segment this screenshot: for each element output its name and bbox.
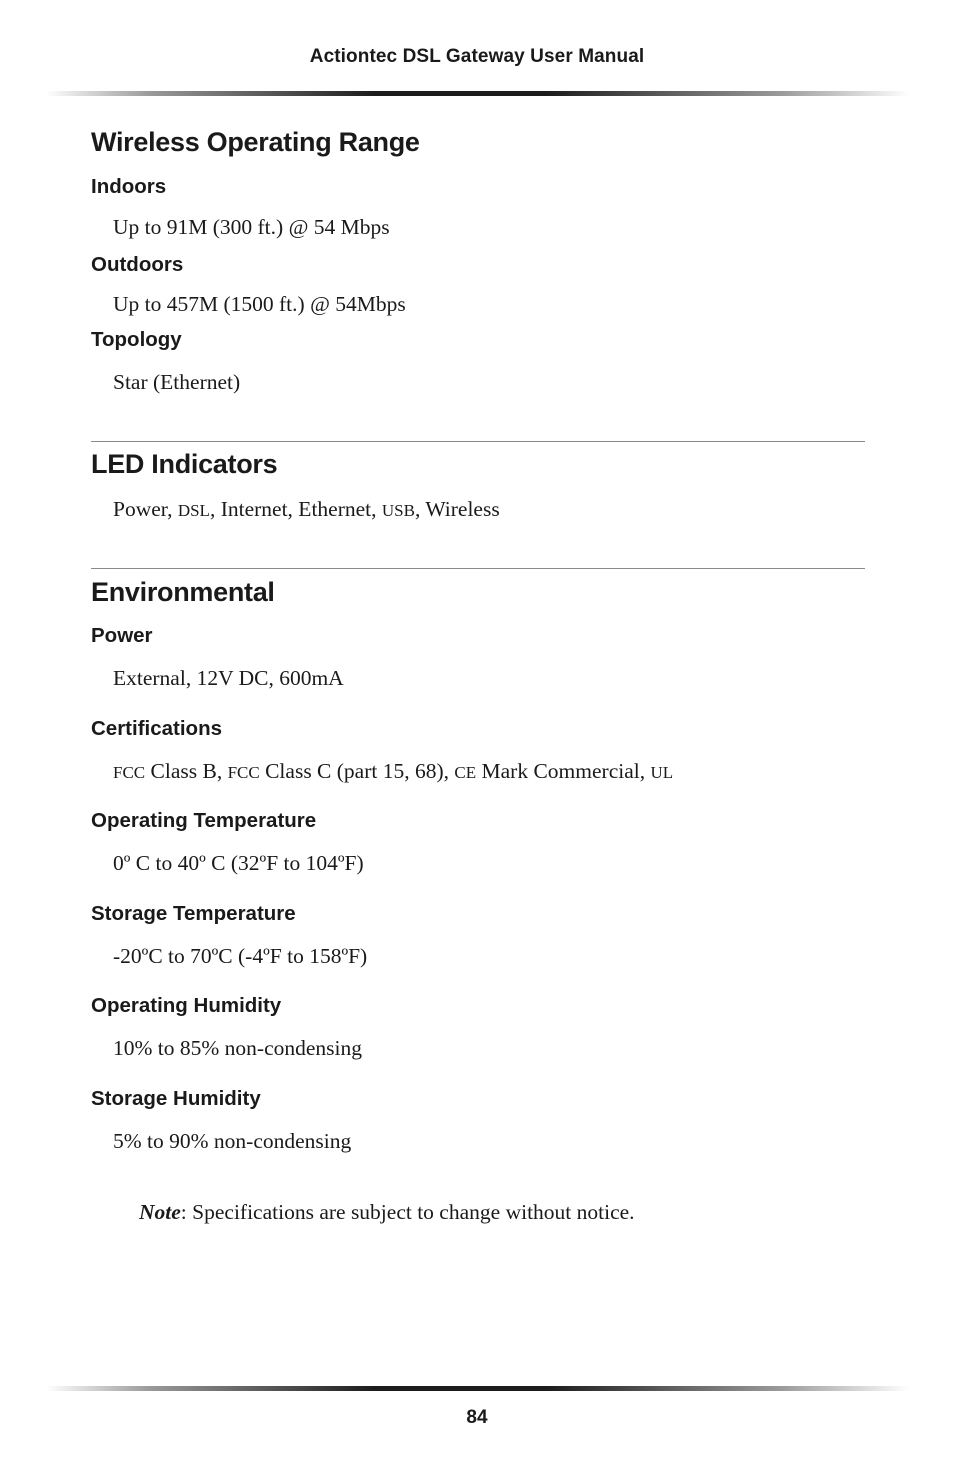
led-list: Power, DSL, Internet, Ethernet, USB, Wireless [113, 497, 500, 521]
section-divider [91, 441, 865, 442]
running-header: Actiontec DSL Gateway User Manual [309, 46, 645, 67]
header-rule [46, 91, 910, 96]
note [139, 1200, 635, 1225]
power-value: External, 12V DC, 600mA [113, 666, 344, 690]
outdoors-value: Up to 457M (1500 ft.) @ 54Mbps [113, 292, 406, 316]
footer-rule [46, 1386, 910, 1391]
section-title-led: LED Indicators [91, 449, 278, 479]
storage-temperature-label: Storage Temperature [91, 902, 296, 925]
storage-humidity-value: 5% to 90% non-condensing [113, 1129, 352, 1153]
topology-label: Topology [91, 328, 182, 351]
operating-humidity-label: Operating Humidity [91, 994, 282, 1017]
note-label: Note [139, 1200, 181, 1224]
outdoors-label: Outdoors [91, 253, 184, 276]
page-number: 84 [466, 1407, 488, 1428]
power-label: Power [91, 624, 153, 647]
storage-temperature-value: -20ºC to 70ºC (-4ºF to 158ºF) [113, 944, 368, 968]
certifications-value: FCC Class B, FCC Class C (part 15, 68), CE Mark Commercial, UL [113, 759, 674, 783]
section-divider [91, 568, 865, 569]
note-text: : Specifications are subject to change without notice. [180, 1200, 635, 1224]
section-title-wireless: Wireless Operating Range [91, 127, 420, 157]
operating-temperature-label: Operating Temperature [91, 809, 317, 832]
section-title-environmental: Environmental [91, 577, 275, 607]
operating-humidity-value: 10% to 85% non-condensing [113, 1036, 363, 1060]
operating-temperature-value: 0º C to 40º C (32ºF to 104ºF) [113, 851, 364, 875]
indoors-value: Up to 91M (300 ft.) @ 54 Mbps [113, 215, 390, 239]
topology-value: Star (Ethernet) [113, 370, 241, 394]
storage-humidity-label: Storage Humidity [91, 1087, 261, 1110]
indoors-label: Indoors [91, 175, 167, 198]
certifications-label: Certifications [91, 717, 222, 740]
